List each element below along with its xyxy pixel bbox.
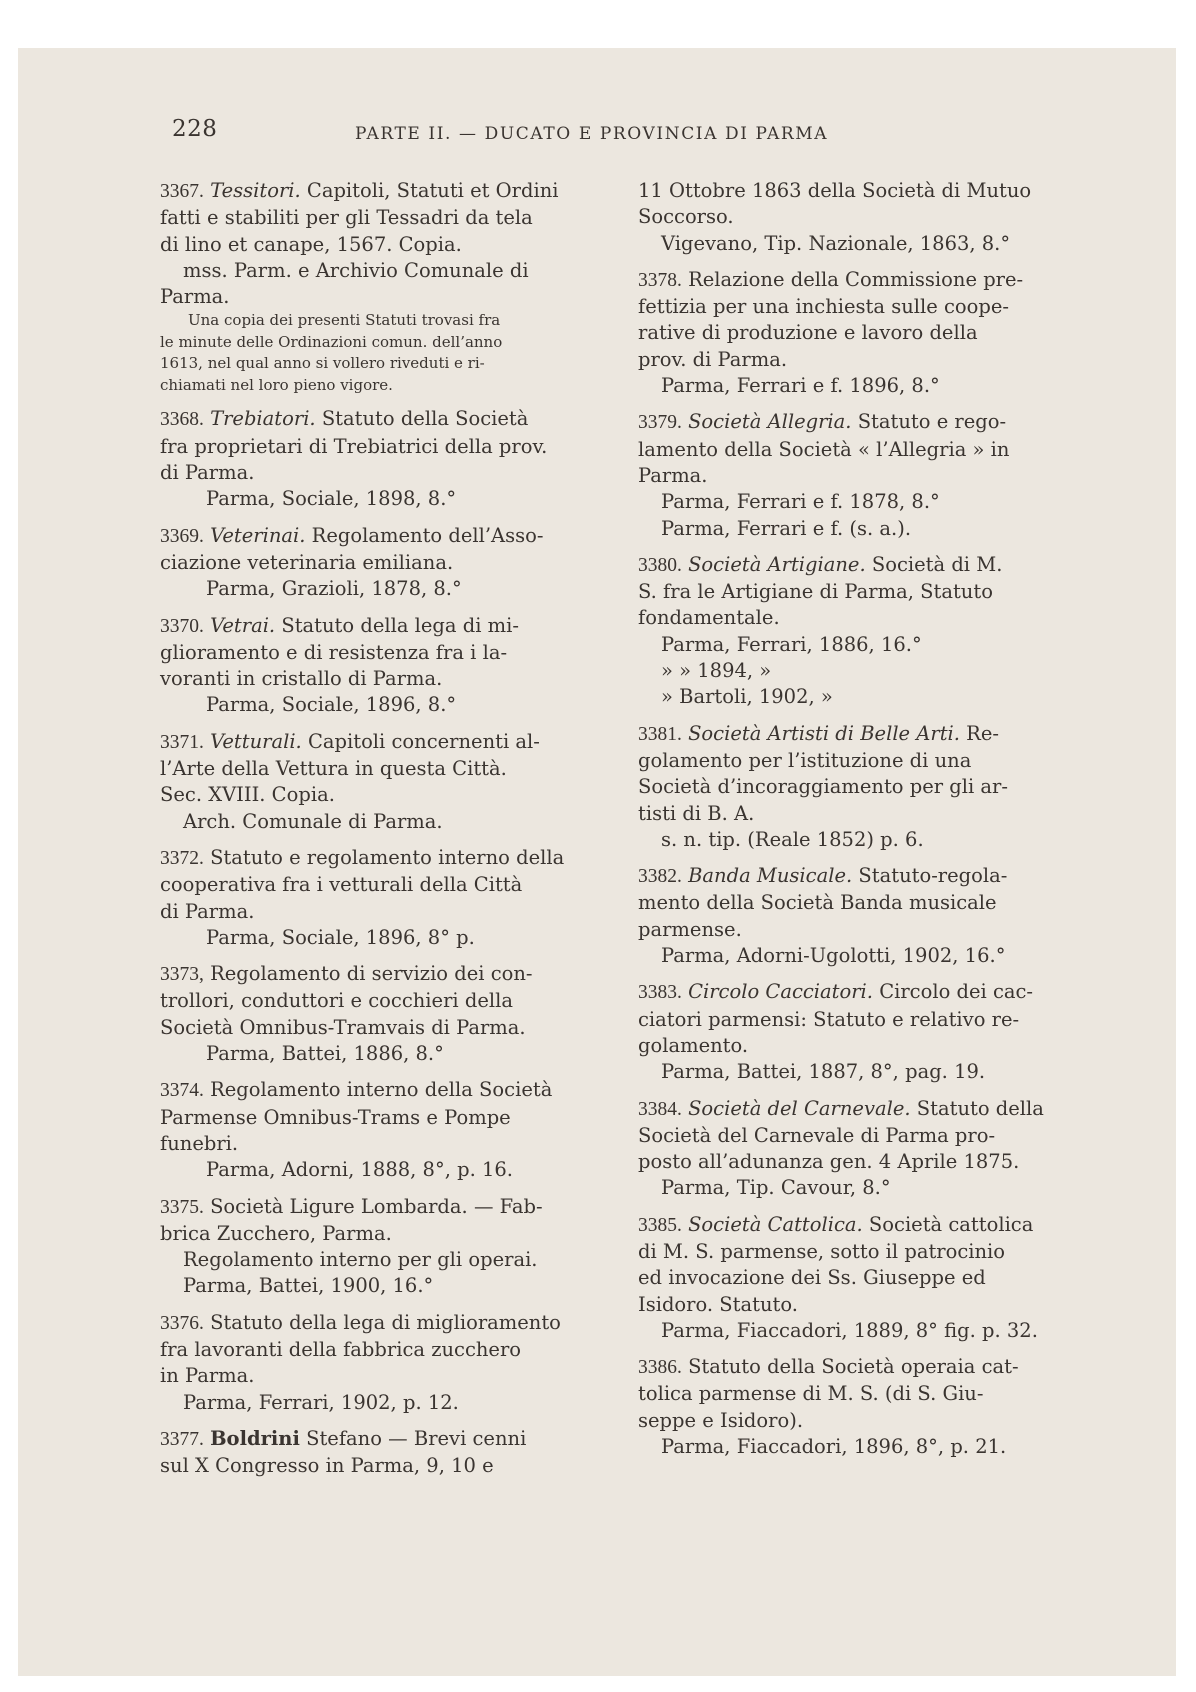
- entry-text: sul X Congresso in Parma, 9, 10 e: [160, 1454, 494, 1478]
- entry-text: Statuto della: [916, 1096, 1044, 1120]
- entry-text: Società cattolica: [868, 1212, 1034, 1236]
- entry-line: [638, 1007, 1078, 1033]
- entry-text: ciazione veterinaria emiliana.: [160, 550, 454, 574]
- entry-text: seppe e Isidoro).: [638, 1408, 804, 1432]
- entry-line: [160, 1337, 608, 1363]
- entry-text: Sec. XVIII. Copia.: [160, 783, 335, 807]
- entry-text: Parma, Sociale, 1896, 8.°: [206, 693, 457, 717]
- entry-text: Statuto della lega di miglioramento: [210, 1310, 561, 1334]
- entry-line: [638, 1123, 1078, 1149]
- catalog-entry: [160, 729, 608, 835]
- entry-number: 3381.: [638, 723, 682, 745]
- entry-line: [160, 1015, 608, 1041]
- entry-line: [638, 463, 1078, 489]
- entry-text: Vigevano, Tip. Nazionale, 1863, 8.°: [661, 231, 1011, 255]
- entry-line: [160, 1105, 608, 1131]
- catalog-entry: [638, 1096, 1078, 1202]
- catalog-entry: [638, 1212, 1078, 1344]
- entry-number: 3379.: [638, 412, 682, 434]
- entry-text: cooperativa fra i vetturali della Città: [160, 873, 523, 897]
- entry-text: in Parma.: [160, 1364, 255, 1388]
- entry-number: 3375.: [160, 1196, 204, 1218]
- catalog-entry: [638, 178, 1078, 257]
- right-column: [638, 178, 1078, 1470]
- entry-keyword: Banda Musicale.: [688, 864, 853, 888]
- catalog-entry: [638, 1354, 1078, 1460]
- entry-imprint-line: [160, 1247, 608, 1273]
- entry-line: [638, 605, 1078, 631]
- entry-keyword: Società Cattolica.: [688, 1212, 863, 1236]
- entry-text: s. n. tip. (Reale 1852) p. 6.: [661, 827, 924, 851]
- catalog-entry: [638, 552, 1078, 711]
- entry-line: [160, 1453, 608, 1479]
- entry-text: trollori, conduttori e cocchieri della: [160, 989, 513, 1013]
- entry-line: [160, 523, 608, 550]
- entry-line: [638, 1239, 1078, 1265]
- entry-text: Parma, Ferrari, 1886, 16.°: [661, 632, 922, 656]
- catalog-entry: [160, 613, 608, 719]
- catalog-entry: [160, 1426, 608, 1480]
- entry-note-line: [160, 353, 608, 375]
- entry-line: [638, 890, 1078, 916]
- entry-text: fondamentale.: [638, 606, 780, 630]
- entry-text: le minute delle Ordinazioni comun. dell’anno: [160, 332, 503, 351]
- entry-note-line: [160, 375, 608, 397]
- entry-text: Capitoli, Statuti et Ordini: [306, 179, 559, 202]
- entry-text: Statuto e rego-: [857, 410, 1007, 434]
- entry-text: glioramento e di resistenza fra i la-: [160, 640, 508, 664]
- entry-text: golamento per l’istituzione di una: [638, 748, 972, 772]
- entry-imprint-line: [160, 576, 608, 602]
- entry-line: [638, 863, 1078, 890]
- entry-imprint-line: [160, 1390, 608, 1416]
- entry-text: chiamati nel loro pieno vigore.: [160, 375, 393, 394]
- entry-note-line: [160, 310, 608, 332]
- entry-imprint-line: [160, 1157, 608, 1183]
- entry-line: [160, 1131, 608, 1157]
- entry-line: [160, 284, 608, 310]
- entry-imprint-line: [160, 809, 608, 835]
- catalog-entry: [638, 409, 1078, 541]
- entry-line: [160, 1194, 608, 1221]
- entry-line: [160, 756, 608, 782]
- catalog-entry: [638, 267, 1078, 399]
- entry-line: [638, 437, 1078, 463]
- entry-line: [638, 748, 1078, 774]
- entry-line: [160, 961, 608, 988]
- catalog-entry: [160, 1077, 608, 1183]
- entry-line: [638, 178, 1078, 204]
- entry-line: [638, 552, 1078, 579]
- entry-line: [160, 613, 608, 640]
- entry-text: 1613, nel qual anno si vollero riveduti e ri-: [160, 354, 485, 373]
- entry-text: Parma.: [638, 463, 708, 487]
- entry-text: Società d’incoraggiamento per gli ar-: [638, 775, 1008, 799]
- entry-line: [638, 979, 1078, 1006]
- entry-line: [638, 774, 1078, 800]
- entry-number: 3386.: [638, 1357, 682, 1379]
- entry-number: 3374.: [160, 1080, 204, 1102]
- entry-line: [638, 917, 1078, 943]
- catalog-entry: [638, 863, 1078, 969]
- entry-imprint-line: [160, 692, 608, 718]
- entry-line: [160, 406, 608, 433]
- entry-text: Statuto della lega di mi-: [281, 613, 519, 637]
- entry-text: l’Arte della Vettura in questa Città.: [160, 757, 507, 781]
- entry-imprint-line: [160, 486, 608, 512]
- entry-text: di Parma.: [160, 899, 255, 923]
- entry-imprint-line: [638, 231, 1078, 257]
- entry-number: 3373,: [160, 964, 204, 986]
- entry-text: Parma, Ferrari e f. (s. a.).: [661, 516, 912, 540]
- entry-number: 3370.: [160, 615, 204, 637]
- entry-line: [638, 409, 1078, 436]
- entry-text: di lino et canape, 1567. Copia.: [160, 232, 462, 256]
- entry-number: 3380.: [638, 554, 682, 576]
- entry-number: 3377.: [160, 1428, 204, 1450]
- entry-text: Parma.: [160, 285, 230, 309]
- entry-text: Capitoli concernenti al-: [307, 729, 540, 753]
- entry-text: Stefano — Brevi cenni: [306, 1426, 527, 1450]
- entry-number: 3367.: [160, 181, 204, 202]
- entry-text: fra proprietari di Trebiatrici della prov.: [160, 434, 548, 458]
- catalog-entry: [160, 523, 608, 603]
- catalog-entry: [638, 721, 1078, 853]
- entry-text: brica Zucchero, Parma.: [160, 1221, 392, 1245]
- catalog-entry: [160, 406, 608, 512]
- entry-text: 11 Ottobre 1863 della Società di Mutuo: [638, 179, 1032, 202]
- entry-text: Una copia dei presenti Statuti trovasi fra: [188, 311, 501, 330]
- entry-text: funebri.: [160, 1131, 239, 1155]
- entry-line: [160, 1077, 608, 1104]
- entry-line: [638, 801, 1078, 827]
- entry-text: tisti di B. A.: [638, 801, 755, 825]
- entry-text: Parma, Ferrari e f. 1896, 8.°: [661, 374, 940, 398]
- entry-line: [160, 434, 608, 460]
- entry-line: [160, 782, 608, 808]
- entry-line: [160, 1426, 608, 1453]
- entry-author: Boldrini: [210, 1426, 300, 1450]
- entry-text: » Bartoli, 1902, »: [661, 685, 833, 709]
- entry-text: Società Omnibus-Tramvais di Parma.: [160, 1015, 526, 1039]
- entry-keyword: Tessitori.: [210, 179, 301, 202]
- entry-text: fatti e stabiliti per gli Tessadri da tela: [160, 206, 533, 230]
- catalog-entry: [160, 178, 608, 396]
- entry-text: Parmense Omnibus-Trams e Pompe: [160, 1105, 511, 1129]
- entry-line: [638, 294, 1078, 320]
- entry-text: Re-: [966, 721, 999, 745]
- entry-keyword: Società Artisti di Belle Arti.: [688, 721, 960, 745]
- entry-text: fra lavoranti della fabbrica zucchero: [160, 1337, 522, 1361]
- entry-imprint-line: [638, 632, 1078, 658]
- entry-imprint-line: [638, 827, 1078, 853]
- entry-text: Regolamento dell’Asso-: [311, 523, 544, 547]
- entry-imprint-line: [638, 1059, 1078, 1085]
- entry-note-line: [160, 332, 608, 354]
- entry-imprint-line: [638, 684, 1078, 710]
- entry-text: Circolo dei cac-: [879, 980, 1034, 1004]
- entry-line: [638, 1096, 1078, 1123]
- entry-number: 3378.: [638, 269, 682, 291]
- entry-text: S. fra le Artigiane di Parma, Statuto: [638, 580, 993, 604]
- entry-imprint-line: [638, 1434, 1078, 1460]
- entry-imprint-line: [638, 1318, 1078, 1344]
- entry-text: Parma, Tip. Cavour, 8.°: [661, 1176, 891, 1200]
- entry-line: [638, 320, 1078, 346]
- entry-line: [638, 267, 1078, 294]
- entry-line: [160, 640, 608, 666]
- entry-text: mss. Parm. e Archivio Comunale di: [183, 258, 529, 282]
- entry-line: [638, 579, 1078, 605]
- entry-text: di M. S. parmense, sotto il patrocinio: [638, 1239, 1006, 1263]
- entry-imprint-line: [638, 1175, 1078, 1201]
- running-title: PARTE II. — DUCATO E PROVINCIA DI PARMA: [355, 124, 829, 144]
- entry-text: Società del Carnevale di Parma pro-: [638, 1123, 996, 1147]
- entry-imprint-line: [160, 1041, 608, 1067]
- entry-imprint-line: [160, 258, 608, 284]
- entry-text: Statuto e regolamento interno della: [210, 845, 565, 869]
- entry-line: [638, 721, 1078, 748]
- entry-text: Statuto della Società: [321, 407, 529, 431]
- entry-text: Parma, Grazioli, 1878, 8.°: [206, 577, 462, 601]
- entry-text: Soccorso.: [638, 205, 734, 229]
- entry-number: 3371.: [160, 731, 204, 753]
- entry-line: [160, 666, 608, 692]
- entry-line: [638, 1033, 1078, 1059]
- entry-number: 3368.: [160, 409, 204, 431]
- entry-imprint-line: [638, 489, 1078, 515]
- entry-number: 3384.: [638, 1098, 682, 1120]
- entry-text: ciatori parmensi: Statuto e relativo re-: [638, 1007, 1020, 1031]
- entry-text: parmense.: [638, 917, 742, 941]
- entry-imprint-line: [638, 373, 1078, 399]
- entry-text: Regolamento interno della Società: [210, 1078, 553, 1102]
- entry-imprint-line: [160, 925, 608, 951]
- entry-keyword: Trebiatori.: [210, 407, 316, 431]
- entry-line: [638, 1212, 1078, 1239]
- entry-text: mento della Società Banda musicale: [638, 891, 997, 915]
- entry-number: 3382.: [638, 866, 682, 888]
- catalog-entry: [160, 961, 608, 1067]
- entry-text: Parma, Ferrari, 1902, p. 12.: [183, 1390, 459, 1414]
- entry-text: fettizia per una inchiesta sulle coope-: [638, 295, 1009, 319]
- left-column: [160, 178, 608, 1489]
- entry-number: 3383.: [638, 982, 682, 1004]
- entry-text: Parma, Adorni-Ugolotti, 1902, 16.°: [661, 944, 1006, 968]
- entry-line: [638, 1292, 1078, 1318]
- entry-line: [160, 232, 608, 258]
- entry-number: 3372.: [160, 847, 204, 869]
- entry-text: Parma, Battei, 1900, 16.°: [183, 1274, 434, 1298]
- entry-line: [638, 1265, 1078, 1291]
- entry-text: rative di produzione e lavoro della: [638, 321, 978, 345]
- entry-text: Parma, Sociale, 1896, 8° p.: [206, 925, 475, 949]
- entry-text: Parma, Fiaccadori, 1896, 8°, p. 21.: [661, 1435, 1007, 1459]
- entry-text: Relazione della Commissione pre-: [688, 267, 1024, 291]
- entry-line: [638, 347, 1078, 373]
- entry-keyword: Società Allegria.: [688, 410, 852, 434]
- entry-text: Società di M.: [871, 552, 1003, 576]
- entry-text: Parma, Battei, 1886, 8.°: [206, 1042, 444, 1066]
- entry-text: Parma, Battei, 1887, 8°, pag. 19.: [661, 1060, 986, 1084]
- entry-imprint-line: [638, 943, 1078, 969]
- entry-keyword: Società Artigiane.: [688, 552, 866, 576]
- entry-number: 3369.: [160, 525, 204, 547]
- entry-number: 3376.: [160, 1312, 204, 1334]
- entry-text: Statuto della Società operaia cat-: [688, 1355, 1019, 1379]
- catalog-entry: [160, 845, 608, 951]
- entry-text: tolica parmense di M. S. (di S. Giu-: [638, 1382, 984, 1406]
- page-number: 228: [172, 116, 218, 142]
- entry-text: Parma, Sociale, 1898, 8.°: [206, 487, 457, 511]
- catalog-entry: [638, 979, 1078, 1085]
- entry-line: [160, 1363, 608, 1389]
- entry-keyword: Società del Carnevale.: [688, 1096, 911, 1120]
- entry-line: [638, 1354, 1078, 1381]
- entry-text: prov. di Parma.: [638, 347, 788, 371]
- entry-keyword: Veterinai.: [210, 523, 306, 547]
- catalog-entry: [160, 1310, 608, 1416]
- entry-line: [638, 1149, 1078, 1175]
- entry-text: » » 1894, »: [661, 659, 772, 683]
- entry-text: Regolamento di servizio dei con-: [210, 962, 533, 986]
- entry-line: [638, 1381, 1078, 1407]
- entry-text: Società Ligure Lombarda. — Fab-: [210, 1194, 543, 1218]
- entry-keyword: Vetrai.: [210, 613, 276, 637]
- entry-keyword: Vetturali.: [210, 729, 302, 753]
- entry-line: [638, 1408, 1078, 1434]
- entry-text: Parma, Adorni, 1888, 8°, p. 16.: [206, 1158, 513, 1182]
- entry-line: [160, 550, 608, 576]
- catalog-entry: [160, 1194, 608, 1300]
- entry-number: 3385.: [638, 1214, 682, 1236]
- entry-text: Parma, Ferrari e f. 1878, 8.°: [661, 490, 940, 514]
- entry-line: [160, 1221, 608, 1247]
- entry-line: [638, 204, 1078, 230]
- entry-text: Statuto-regola-: [858, 864, 1008, 888]
- entry-text: golamento.: [638, 1033, 749, 1057]
- entry-text: Arch. Comunale di Parma.: [183, 809, 443, 833]
- entry-line: [160, 899, 608, 925]
- entry-imprint-line: [638, 658, 1078, 684]
- entry-text: posto all’adunanza gen. 4 Aprile 1875.: [638, 1150, 1020, 1174]
- entry-text: lamento della Società « l’Allegria » in: [638, 437, 1010, 461]
- entry-line: [160, 460, 608, 486]
- entry-text: Regolamento interno per gli operai.: [183, 1248, 538, 1272]
- entry-line: [160, 1310, 608, 1337]
- entry-imprint-line: [638, 516, 1078, 542]
- entry-text: ed invocazione dei Ss. Giuseppe ed: [638, 1266, 986, 1290]
- entry-keyword: Circolo Cacciatori.: [688, 980, 873, 1004]
- entry-line: [160, 872, 608, 898]
- entry-imprint-line: [160, 1273, 608, 1299]
- entry-line: [160, 729, 608, 756]
- entry-line: [160, 988, 608, 1014]
- entry-line: [160, 205, 608, 231]
- entry-text: di Parma.: [160, 461, 255, 485]
- entry-line: [160, 178, 608, 205]
- entry-text: Isidoro. Statuto.: [638, 1292, 798, 1316]
- entry-line: [160, 845, 608, 872]
- entry-text: Parma, Fiaccadori, 1889, 8° fig. p. 32.: [661, 1318, 1038, 1342]
- entry-text: voranti in cristallo di Parma.: [160, 667, 443, 691]
